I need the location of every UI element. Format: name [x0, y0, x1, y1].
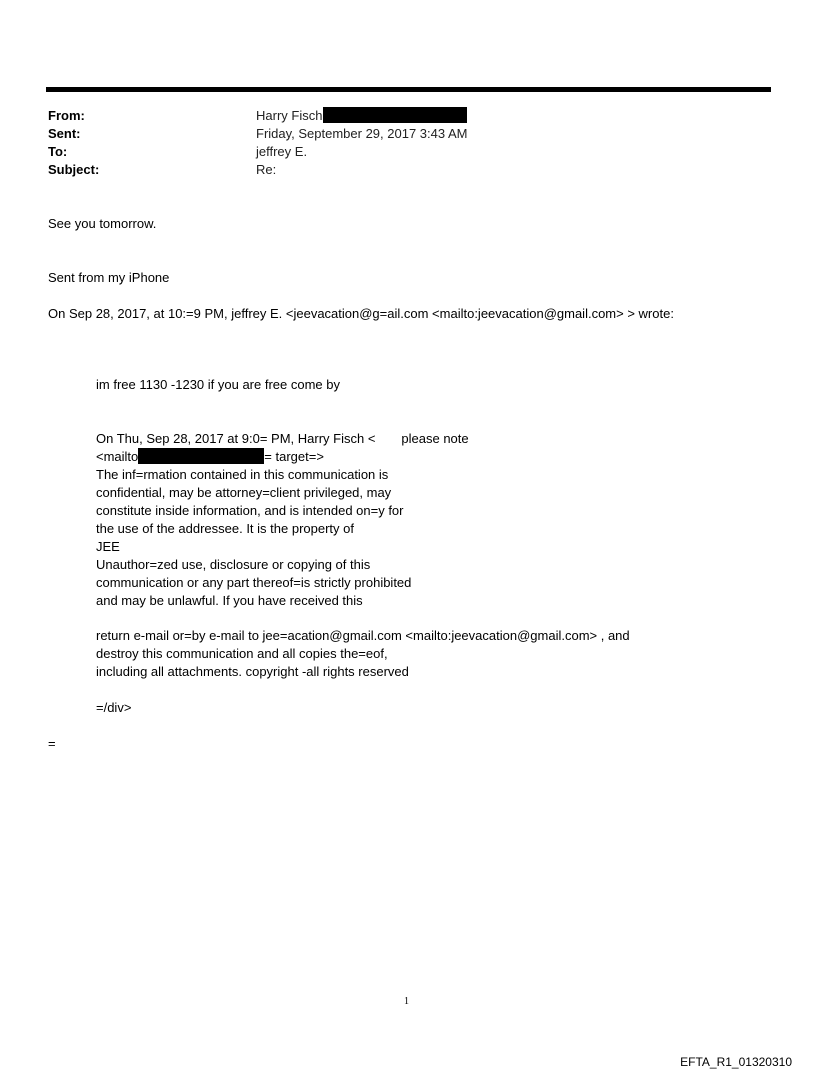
return-line: return e-mail or=by e-mail to jee=acation@gmail.com <mailto:jeevacation@gmail.com> , and [96, 628, 630, 643]
page-number: 1 [404, 996, 409, 1007]
return-line: destroy this communication and all copies the=eof, [96, 646, 388, 661]
disclaimer-line: constitute inside information, and is intended on=y for [96, 503, 404, 518]
return-line: including all attachments. copyright -all rights reserved [96, 664, 409, 679]
reply-text: See you tomorrow. [48, 216, 157, 231]
header-rule [46, 87, 771, 92]
disclaimer-line: and may be unlawful. If you have received this [96, 593, 363, 608]
signature-text: Sent from my iPhone [48, 270, 170, 285]
quoted-message: im free 1130 -1230 if you are free come by [96, 377, 340, 392]
sent-value: Friday, September 29, 2017 3:43 AM [256, 126, 468, 141]
redaction-box [138, 448, 264, 464]
nested-intro-note: please note [401, 431, 469, 446]
disclaimer-line: JEE [96, 539, 120, 554]
from-value [256, 107, 467, 125]
disclaimer-line: Unauthor=zed use, disclosure or copying of this [96, 557, 371, 572]
document-id: EFTA_R1_01320310 [680, 1055, 792, 1069]
subject-value: Re: [256, 162, 277, 177]
disclaimer-line: communication or any part thereof=is strictly prohibited [96, 575, 412, 590]
to-label: To: [48, 144, 68, 159]
div-close-text: =/div> [96, 700, 132, 715]
quote-intro: On Sep 28, 2017, at 10:=9 PM, jeffrey E. <jeevacation@g=ail.com <mailto:jeevacation@gmail.com> > wrote: [48, 306, 674, 321]
from-name: Harry Fisch [256, 108, 323, 123]
disclaimer-line: The inf=rmation contained in this communication is [96, 467, 389, 482]
redaction-box [323, 107, 467, 123]
disclaimer-line: the use of the addressee. It is the property of [96, 521, 354, 536]
subject-label: Subject: [48, 162, 100, 177]
nested-intro-text: On Thu, Sep 28, 2017 at 9:0= PM, Harry Fisch < [96, 431, 376, 446]
disclaimer-line: confidential, may be attorney=client privileged, may [96, 485, 392, 500]
mailto-prefix: <mailto [96, 449, 139, 464]
trailing-char: = [48, 736, 56, 751]
nested-intro [96, 430, 469, 448]
from-label: From: [48, 108, 85, 123]
mailto-line [96, 448, 324, 466]
sent-label: Sent: [48, 126, 81, 141]
mailto-suffix: = target=> [264, 449, 324, 464]
to-value: jeffrey E. [256, 144, 308, 159]
